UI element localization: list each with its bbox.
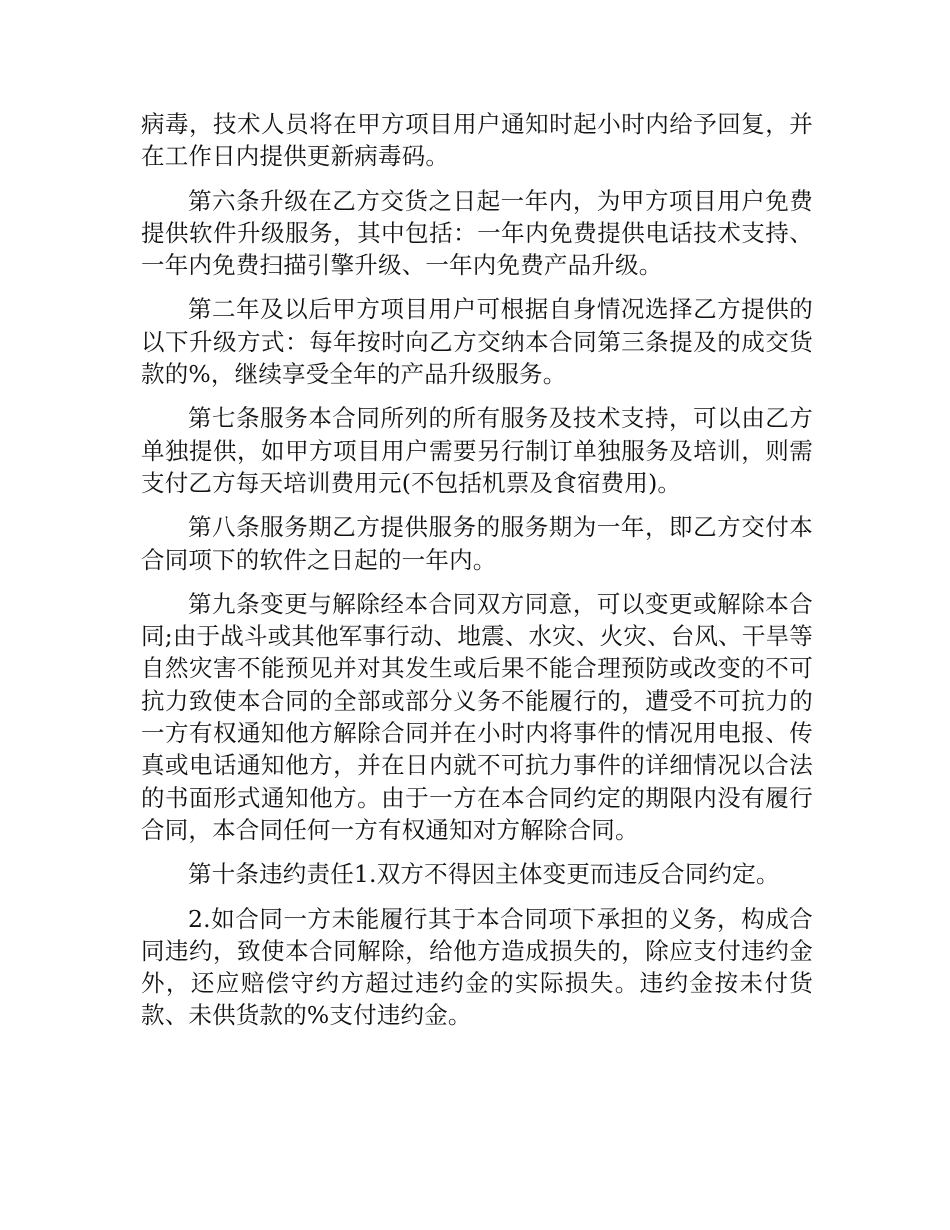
paragraph-liability-item-2: 2.如合同一方未能履行其于本合同项下承担的义务，构成合同违约，致使本合同解除，给他方造成损失的，除应支付违约金外，还应赔偿守约方超过违约金的实际损失。违约金按未付货款、未供货款的%支付违约金。	[141, 904, 813, 1030]
paragraph-article-10-liability: 第十条违约责任1.双方不得因主体变更而违反合同约定。	[188, 860, 780, 889]
paragraph-article-7-service: 第七条服务本合同所列的所有服务及技术支持，可以由乙方单独提供，如甲方项目用户需要另行制订单独服务及培训，则需支付乙方每天培训费用元(不包括机票及食宿费用)。	[141, 404, 813, 497]
paragraph-virus-response: 病毒，技术人员将在甲方项目用户通知时起小时内给予回复，并在工作日内提供更新病毒码。	[141, 110, 813, 171]
paragraph-article-8-service-period: 第八条服务期乙方提供服务的服务期为一年，即乙方交付本合同项下的软件之日起的一年内。	[141, 513, 813, 574]
paragraph-article-9-change-termination: 第九条变更与解除经本合同双方同意，可以变更或解除本合同;由于战斗或其他军事行动、地震、水灾、火灾、台风、干旱等自然灾害不能预见并对其发生或后果不能合理预防或改变的不可抗力致使本合同的全部或部分义务不能履行的，遭受不可抗力的一方有权通知他方解除合同并在小时内将事件的情况用电报、传真或电话通知他方，并在日内就不可抗力事件的详细情况以合法的书面形式通知他方。由于一方在本合同约定的期限内没有履行合同，本合同任何一方有权通知对方解除合同。	[141, 589, 813, 844]
paragraph-article-6-upgrade: 第六条升级在乙方交货之日起一年内，为甲方项目用户免费提供软件升级服务，其中包括：一年内免费提供电话技术支持、一年内免费扫描引擎升级、一年内免费产品升级。	[141, 186, 813, 280]
document-page	[141, 108, 813, 1044]
paragraph-second-year-upgrade: 第二年及以后甲方项目用户可根据自身情况选择乙方提供的以下升级方式：每年按时向乙方交纳本合同第三条提及的成交货款的%，继续享受全年的产品升级服务。	[141, 295, 813, 389]
